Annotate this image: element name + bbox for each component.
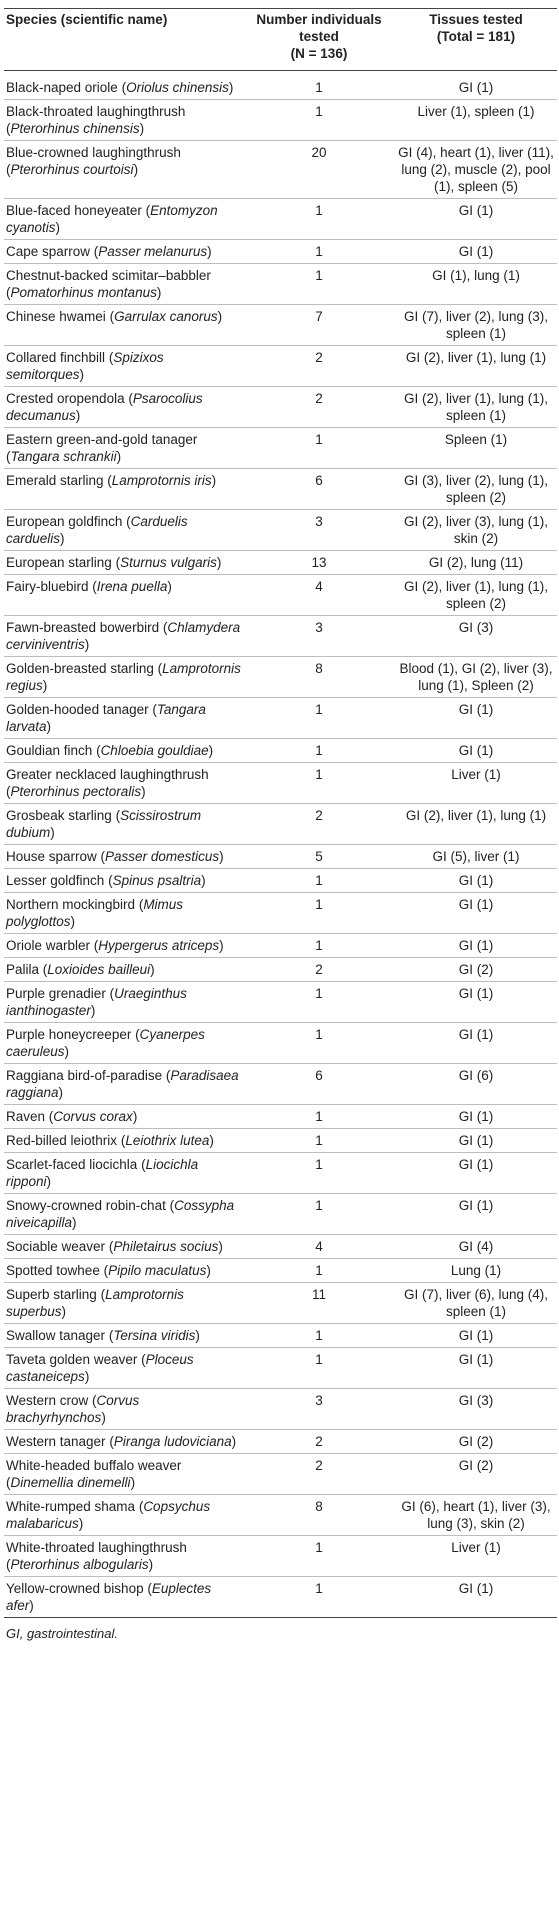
common-name: Northern mockingbird: [6, 897, 136, 912]
table-body: [4, 71, 557, 1618]
scientific-name: Passer melanurus: [98, 244, 208, 259]
individuals-count-cell: 1: [243, 1105, 395, 1129]
individuals-count-cell: 1: [243, 1259, 395, 1283]
tissues-cell: GI (1): [395, 1105, 557, 1129]
tissues-cell: GI (1), lung (1): [395, 264, 557, 305]
species-cell: Purple honeycreeper (Cyanerpes caeruleus): [4, 1023, 243, 1064]
common-name: Blue-crowned laughingthrush: [6, 145, 181, 160]
table-row: [4, 1153, 557, 1194]
scientific-name: Cossypha niveicapilla: [6, 1198, 235, 1230]
scientific-name: Sturnus vulgaris: [120, 555, 217, 570]
table-row: [4, 1389, 557, 1430]
common-name: House sparrow: [6, 849, 97, 864]
scientific-name: Dinemellia dinemelli: [10, 1475, 131, 1490]
scientific-name: Ploceus castaneiceps: [6, 1352, 194, 1384]
species-cell: Emerald starling (Lamprotornis iris): [4, 469, 243, 510]
table-row: [4, 958, 557, 982]
table-row: [4, 1023, 557, 1064]
header-tissues-total: (Total = 181): [436, 29, 516, 44]
common-name: Purple honeycreeper: [6, 1027, 132, 1042]
tissues-cell: GI (1): [395, 893, 557, 934]
species-cell: Sociable weaver (Philetairus socius): [4, 1235, 243, 1259]
scientific-name: Chlamydera cerviniventris: [6, 620, 241, 652]
individuals-count-cell: 7: [243, 305, 395, 346]
scientific-name: Leiothrix lutea: [125, 1133, 210, 1148]
scientific-name: Lamprotornis regius: [6, 661, 241, 693]
tissues-cell: Liver (1): [395, 763, 557, 804]
tissues-cell: GI (3): [395, 616, 557, 657]
species-cell: Crested oropendola (Psarocolius decumanus): [4, 387, 243, 428]
tissues-cell: GI (2), liver (1), lung (1), spleen (1): [395, 387, 557, 428]
common-name: Superb starling: [6, 1287, 97, 1302]
individuals-count-cell: 1: [243, 1129, 395, 1153]
species-cell: Chestnut-backed scimitar–babbler (Pomatorhinus montanus): [4, 264, 243, 305]
table-row: [4, 698, 557, 739]
common-name: Emerald starling: [6, 473, 104, 488]
scientific-name: Tersina viridis: [113, 1328, 196, 1343]
tissues-cell: GI (1): [395, 934, 557, 958]
table-row: [4, 305, 557, 346]
common-name: Collared finchbill: [6, 350, 106, 365]
table-row: [4, 551, 557, 575]
tissues-cell: GI (1): [395, 1348, 557, 1389]
table-header: [4, 9, 557, 71]
individuals-count-cell: 1: [243, 982, 395, 1023]
common-name: Oriole warbler: [6, 938, 91, 953]
tissues-cell: GI (1): [395, 71, 557, 100]
individuals-count-cell: 1: [243, 428, 395, 469]
tissues-cell: Blood (1), GI (2), liver (3), lung (1), Spleen (2): [395, 657, 557, 698]
tissues-cell: GI (2), liver (3), lung (1), skin (2): [395, 510, 557, 551]
individuals-count-cell: 1: [243, 893, 395, 934]
tissues-cell: GI (1): [395, 240, 557, 264]
common-name: Golden-breasted starling: [6, 661, 154, 676]
table-row: [4, 141, 557, 199]
header-number: [243, 9, 395, 71]
header-number-n: (N = 136): [290, 46, 348, 61]
species-cell: Red-billed leiothrix (Leiothrix lutea): [4, 1129, 243, 1153]
individuals-count-cell: 1: [243, 1577, 395, 1618]
table-row: [4, 845, 557, 869]
scientific-name: Tangara schrankii: [10, 449, 117, 464]
individuals-count-cell: 6: [243, 469, 395, 510]
table-row: [4, 240, 557, 264]
header-number-label: Number individuals tested: [256, 12, 382, 44]
tissues-cell: GI (2): [395, 958, 557, 982]
species-cell: Scarlet-faced liocichla (Liocichla ripponi): [4, 1153, 243, 1194]
tissues-cell: GI (2): [395, 1454, 557, 1495]
common-name: White-rumped shama: [6, 1499, 136, 1514]
tissues-cell: GI (1): [395, 1324, 557, 1348]
species-cell: Taveta golden weaver (Ploceus castaneiceps): [4, 1348, 243, 1389]
individuals-count-cell: 2: [243, 1454, 395, 1495]
common-name: Raggiana bird-of-paradise: [6, 1068, 163, 1083]
scientific-name: Spinus psaltria: [112, 873, 202, 888]
footnote: GI, gastrointestinal.: [6, 1626, 118, 1641]
individuals-count-cell: 1: [243, 1348, 395, 1389]
species-cell: Raven (Corvus corax): [4, 1105, 243, 1129]
tissues-cell: GI (6), heart (1), liver (3), lung (3), skin (2): [395, 1495, 557, 1536]
common-name: Raven: [6, 1109, 46, 1124]
table-row: [4, 575, 557, 616]
table-row: [4, 1536, 557, 1577]
species-cell: Western crow (Corvus brachyrhynchos): [4, 1389, 243, 1430]
scientific-name: Corvus corax: [53, 1109, 133, 1124]
table-row: [4, 387, 557, 428]
tissues-cell: GI (2), liver (1), lung (1): [395, 804, 557, 845]
tissues-cell: GI (2), liver (1), lung (1), spleen (2): [395, 575, 557, 616]
common-name: Fairy-bluebird: [6, 579, 89, 594]
species-cell: Swallow tanager (Tersina viridis): [4, 1324, 243, 1348]
header-tissues: [395, 9, 557, 71]
scientific-name: Philetairus socius: [113, 1239, 219, 1254]
individuals-count-cell: 3: [243, 510, 395, 551]
scientific-name: Pipilo maculatus: [108, 1263, 207, 1278]
tissues-cell: GI (2), liver (1), lung (1): [395, 346, 557, 387]
species-cell: White-rumped shama (Copsychus malabaricus): [4, 1495, 243, 1536]
species-cell: Palila (Loxioides bailleui): [4, 958, 243, 982]
tissues-cell: GI (4): [395, 1235, 557, 1259]
table-row: [4, 1495, 557, 1536]
common-name: Golden-hooded tanager: [6, 702, 149, 717]
header-tissues-label: Tissues tested: [429, 12, 523, 27]
scientific-name: Psarocolius decumanus: [6, 391, 203, 423]
scientific-name: Paradisaea raggiana: [6, 1068, 239, 1100]
table-row: [4, 1259, 557, 1283]
species-cell: House sparrow (Passer domesticus): [4, 845, 243, 869]
species-cell: Collared finchbill (Spizixos semitorques): [4, 346, 243, 387]
table-row: [4, 1430, 557, 1454]
individuals-count-cell: 13: [243, 551, 395, 575]
scientific-name: Hypergerus atriceps: [98, 938, 220, 953]
tissues-cell: GI (3), liver (2), lung (1), spleen (2): [395, 469, 557, 510]
common-name: Eastern green-and-gold tanager: [6, 432, 198, 447]
individuals-count-cell: 1: [243, 739, 395, 763]
table-row: [4, 804, 557, 845]
species-cell: Grosbeak starling (Scissirostrum dubium): [4, 804, 243, 845]
table-row: [4, 510, 557, 551]
tissues-cell: Liver (1), spleen (1): [395, 100, 557, 141]
table-row: [4, 893, 557, 934]
species-cell: Black-throated laughingthrush (Pterorhinus chinensis): [4, 100, 243, 141]
common-name: Lesser goldfinch: [6, 873, 105, 888]
species-cell: Oriole warbler (Hypergerus atriceps): [4, 934, 243, 958]
common-name: Chestnut-backed scimitar–babbler: [6, 268, 211, 283]
individuals-count-cell: 2: [243, 1430, 395, 1454]
table-row: [4, 763, 557, 804]
individuals-count-cell: 1: [243, 100, 395, 141]
species-cell: Spotted towhee (Pipilo maculatus): [4, 1259, 243, 1283]
table-row: [4, 982, 557, 1023]
common-name: European starling: [6, 555, 112, 570]
table-row: [4, 469, 557, 510]
scientific-name: Irena puella: [96, 579, 168, 594]
individuals-count-cell: 8: [243, 1495, 395, 1536]
species-cell: Golden-hooded tanager (Tangara larvata): [4, 698, 243, 739]
scientific-name: Lamprotornis superbus: [6, 1287, 184, 1319]
individuals-count-cell: 1: [243, 1536, 395, 1577]
common-name: Red-billed leiothrix: [6, 1133, 118, 1148]
table-row: [4, 71, 557, 100]
species-cell: White-throated laughingthrush (Pterorhinus albogularis): [4, 1536, 243, 1577]
common-name: White-throated laughingthrush: [6, 1540, 187, 1555]
tissues-cell: GI (2): [395, 1430, 557, 1454]
tissues-cell: GI (2), lung (11): [395, 551, 557, 575]
individuals-count-cell: 1: [243, 698, 395, 739]
scientific-name: Euplectes afer: [6, 1581, 212, 1613]
individuals-count-cell: 2: [243, 804, 395, 845]
species-cell: White-headed buffalo weaver (Dinemellia dinemelli): [4, 1454, 243, 1495]
species-cell: Gouldian finch (Chloebia gouldiae): [4, 739, 243, 763]
species-cell: Chinese hwamei (Garrulax canorus): [4, 305, 243, 346]
species-cell: Blue-faced honeyeater (Entomyzon cyanotis): [4, 199, 243, 240]
individuals-count-cell: 2: [243, 387, 395, 428]
common-name: Western tanager: [6, 1434, 106, 1449]
common-name: Sociable weaver: [6, 1239, 106, 1254]
individuals-count-cell: 20: [243, 141, 395, 199]
species-cell: Fairy-bluebird (Irena puella): [4, 575, 243, 616]
species-cell: Blue-crowned laughingthrush (Pterorhinus courtoisi): [4, 141, 243, 199]
common-name: Purple grenadier: [6, 986, 106, 1001]
individuals-count-cell: 1: [243, 934, 395, 958]
scientific-name: Passer domesticus: [105, 849, 220, 864]
table-row: [4, 1324, 557, 1348]
scientific-name: Carduelis carduelis: [6, 514, 188, 546]
individuals-count-cell: 6: [243, 1064, 395, 1105]
table-row: [4, 616, 557, 657]
common-name: Palila: [6, 962, 40, 977]
scientific-name: Copsychus malabaricus: [6, 1499, 211, 1531]
scientific-name: Pomatorhinus montanus: [10, 285, 157, 300]
tissues-cell: GI (6): [395, 1064, 557, 1105]
individuals-count-cell: 1: [243, 1324, 395, 1348]
scientific-name: Scissirostrum dubium: [6, 808, 202, 840]
table-row: [4, 657, 557, 698]
tissues-cell: GI (1): [395, 739, 557, 763]
table-row: [4, 934, 557, 958]
tissues-cell: Lung (1): [395, 1259, 557, 1283]
tissues-cell: GI (1): [395, 1153, 557, 1194]
species-cell: Raggiana bird-of-paradise (Paradisaea raggiana): [4, 1064, 243, 1105]
tissues-cell: GI (5), liver (1): [395, 845, 557, 869]
tissues-cell: GI (1): [395, 1577, 557, 1618]
scientific-name: Liocichla ripponi: [6, 1157, 199, 1189]
species-cell: Yellow-crowned bishop (Euplectes afer): [4, 1577, 243, 1618]
tissues-cell: GI (7), liver (6), lung (4), spleen (1): [395, 1283, 557, 1324]
individuals-count-cell: 1: [243, 264, 395, 305]
species-cell: Fawn-breasted bowerbird (Chlamydera cerviniventris): [4, 616, 243, 657]
species-cell: Greater necklaced laughingthrush (Pterorhinus pectoralis): [4, 763, 243, 804]
species-cell: Superb starling (Lamprotornis superbus): [4, 1283, 243, 1324]
scientific-name: Entomyzon cyanotis: [6, 203, 218, 235]
common-name: Black-naped oriole: [6, 80, 118, 95]
species-cell: Purple grenadier (Uraeginthus ianthinogaster): [4, 982, 243, 1023]
table-row: [4, 1454, 557, 1495]
individuals-count-cell: 2: [243, 346, 395, 387]
common-name: Cape sparrow: [6, 244, 91, 259]
table-row: [4, 1105, 557, 1129]
individuals-count-cell: 4: [243, 1235, 395, 1259]
individuals-count-cell: 8: [243, 657, 395, 698]
common-name: Spotted towhee: [6, 1263, 100, 1278]
individuals-count-cell: 1: [243, 1194, 395, 1235]
species-cell: Western tanager (Piranga ludoviciana): [4, 1430, 243, 1454]
individuals-count-cell: 1: [243, 240, 395, 264]
table-row: [4, 1577, 557, 1618]
common-name: Western crow: [6, 1393, 89, 1408]
common-name: Crested oropendola: [6, 391, 125, 406]
species-cell: Snowy-crowned robin-chat (Cossypha niveicapilla): [4, 1194, 243, 1235]
individuals-count-cell: 3: [243, 1389, 395, 1430]
scientific-name: Mimus polyglottos: [6, 897, 184, 929]
species-cell: Eastern green-and-gold tanager (Tangara schrankii): [4, 428, 243, 469]
scientific-name: Pterorhinus chinensis: [10, 121, 140, 136]
species-cell: Cape sparrow (Passer melanurus): [4, 240, 243, 264]
individuals-count-cell: 4: [243, 575, 395, 616]
table-row: [4, 869, 557, 893]
tissues-cell: GI (1): [395, 199, 557, 240]
individuals-count-cell: 1: [243, 1023, 395, 1064]
table-row: [4, 199, 557, 240]
scientific-name: Tangara larvata: [6, 702, 206, 734]
scientific-name: Lamprotornis iris: [111, 473, 212, 488]
tissues-cell: GI (1): [395, 869, 557, 893]
scientific-name: Chloebia gouldiae: [100, 743, 209, 758]
species-table: [4, 8, 557, 1618]
table-row: [4, 1348, 557, 1389]
individuals-count-cell: 5: [243, 845, 395, 869]
common-name: Yellow-crowned bishop: [6, 1581, 144, 1596]
common-name: Gouldian finch: [6, 743, 93, 758]
common-name: European goldfinch: [6, 514, 123, 529]
scientific-name: Pterorhinus pectoralis: [10, 784, 142, 799]
common-name: Black-throated laughingthrush: [6, 104, 186, 119]
scientific-name: Piranga ludoviciana: [113, 1434, 232, 1449]
species-cell: European starling (Sturnus vulgaris): [4, 551, 243, 575]
table-row: [4, 1283, 557, 1324]
tissues-cell: GI (7), liver (2), lung (3), spleen (1): [395, 305, 557, 346]
table-row: [4, 264, 557, 305]
individuals-count-cell: 1: [243, 199, 395, 240]
individuals-count-cell: 1: [243, 869, 395, 893]
common-name: Blue-faced honeyeater: [6, 203, 142, 218]
tissues-cell: GI (1): [395, 1194, 557, 1235]
species-cell: Black-naped oriole (Oriolus chinensis): [4, 71, 243, 100]
table-row: [4, 739, 557, 763]
common-name: Taveta golden weaver: [6, 1352, 138, 1367]
scientific-name: Spizixos semitorques: [6, 350, 164, 382]
tissues-cell: GI (4), heart (1), liver (11), lung (2), muscle (2), pool (1), spleen (5): [395, 141, 557, 199]
scientific-name: Uraeginthus ianthinogaster: [6, 986, 187, 1018]
scientific-name: Garrulax canorus: [114, 309, 218, 324]
table-row: [4, 428, 557, 469]
scientific-name: Pterorhinus albogularis: [10, 1557, 149, 1572]
common-name: Scarlet-faced liocichla: [6, 1157, 138, 1172]
scientific-name: Loxioides bailleui: [47, 962, 151, 977]
header-species: Species (scientific name): [4, 9, 243, 71]
common-name: White-headed buffalo weaver: [6, 1458, 182, 1473]
common-name: Grosbeak starling: [6, 808, 112, 823]
common-name: Fawn-breasted bowerbird: [6, 620, 160, 635]
table-row: [4, 1194, 557, 1235]
tissues-cell: GI (3): [395, 1389, 557, 1430]
tissues-cell: GI (1): [395, 1023, 557, 1064]
tissues-cell: Liver (1): [395, 1536, 557, 1577]
individuals-count-cell: 1: [243, 1153, 395, 1194]
table-row: [4, 1235, 557, 1259]
common-name: Snowy-crowned robin-chat: [6, 1198, 166, 1213]
tissues-cell: GI (1): [395, 982, 557, 1023]
individuals-count-cell: 1: [243, 763, 395, 804]
common-name: Chinese hwamei: [6, 309, 106, 324]
individuals-count-cell: 11: [243, 1283, 395, 1324]
table-row: [4, 100, 557, 141]
table-row: [4, 346, 557, 387]
individuals-count-cell: 1: [243, 71, 395, 100]
scientific-name: Cyanerpes caeruleus: [6, 1027, 205, 1059]
tissues-cell: GI (1): [395, 1129, 557, 1153]
scientific-name: Pterorhinus courtoisi: [10, 162, 134, 177]
common-name: Greater necklaced laughingthrush: [6, 767, 209, 782]
scientific-name: Oriolus chinensis: [126, 80, 229, 95]
tissues-cell: GI (1): [395, 698, 557, 739]
species-cell: Lesser goldfinch (Spinus psaltria): [4, 869, 243, 893]
individuals-count-cell: 3: [243, 616, 395, 657]
species-cell: European goldfinch (Carduelis carduelis): [4, 510, 243, 551]
individuals-count-cell: 2: [243, 958, 395, 982]
table-row: [4, 1064, 557, 1105]
common-name: Swallow tanager: [6, 1328, 106, 1343]
table-row: [4, 1129, 557, 1153]
scientific-name: Corvus brachyrhynchos: [6, 1393, 140, 1425]
species-cell: Northern mockingbird (Mimus polyglottos): [4, 893, 243, 934]
tissues-cell: Spleen (1): [395, 428, 557, 469]
species-cell: Golden-breasted starling (Lamprotornis regius): [4, 657, 243, 698]
